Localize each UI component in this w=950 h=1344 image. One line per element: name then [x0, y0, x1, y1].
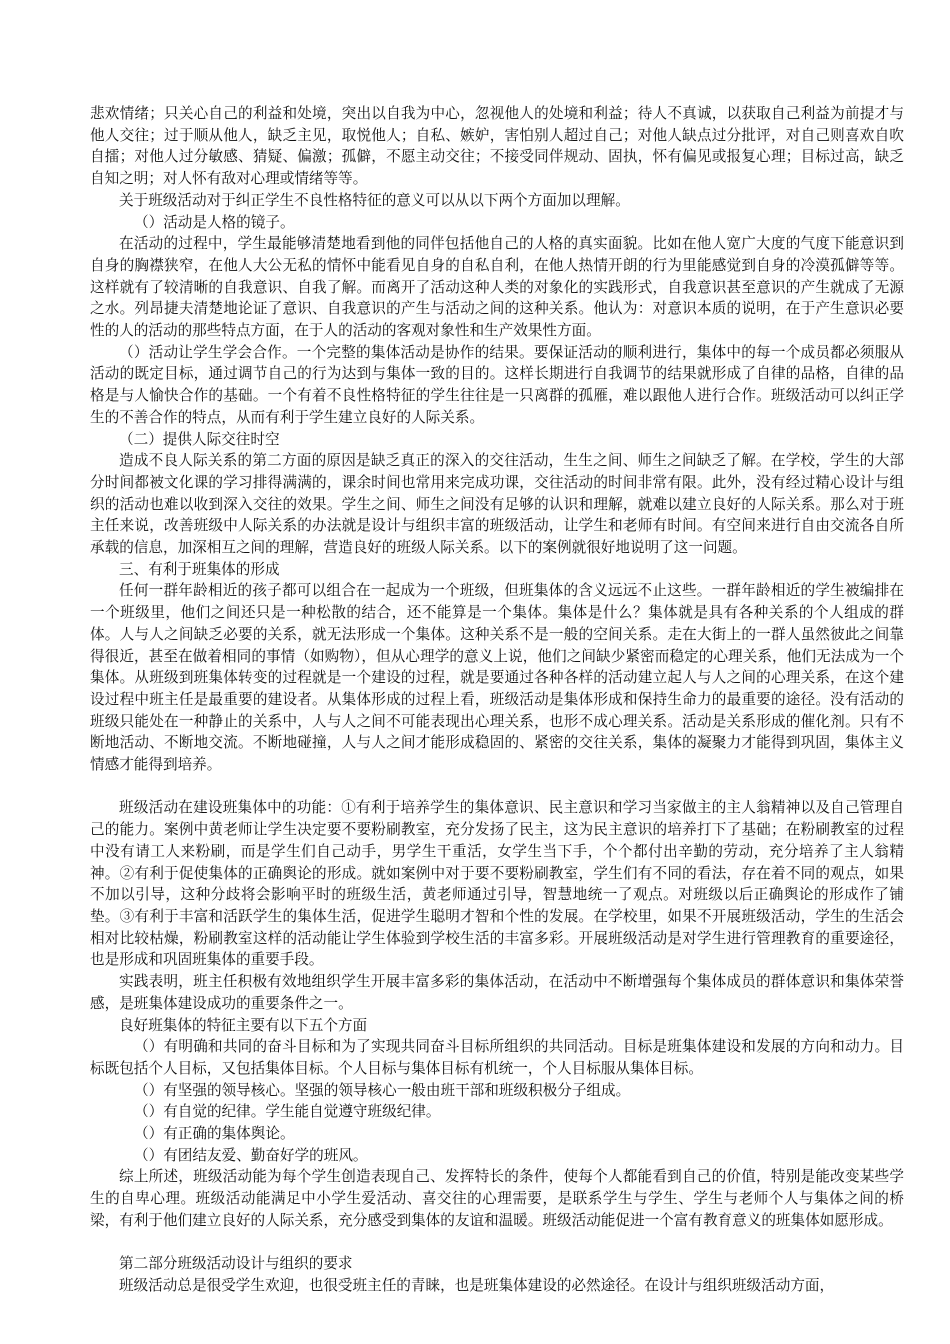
- list-item-public-opinion: （）有正确的集体舆论。: [134, 1125, 295, 1143]
- section-heading-class-collective: 三、有利于班集体的形成: [119, 560, 280, 578]
- list-item-leadership-core: （）有坚强的领导核心。坚强的领导核心一般由班干部和班级积极分子组成。: [134, 1081, 631, 1099]
- document-body: [90, 103, 904, 1297]
- paragraph-activity-mirror: 在活动的过程中，学生最能够清楚地看到他的同伴包括他自己的人格的真实面貌。比如在他人宽广大度的气度下能意识到自身的胸襟狭窄，在他人大公无私的情怀中能看见自身的自私自利，在他人热情开朗的行为里能感觉到自身的冷漠孤僻等等。这样就有了较清晰的自我意识、自我了解。而离开了活动这种人类的对象化的实践形式，自我意识甚至意识的产生就成了无源之水。列昂捷夫清楚地论证了意识、自我意识的产生与活动之间的这种关系。他认为：对意识本质的说明，在于产生意识必要性的人的活动的那些特点方面，在于人的活动的客观对象性和生产效果性方面。: [90, 235, 904, 340]
- paragraph-practice-shows: 实践表明，班主任积极有效地组织学生开展丰富多彩的集体活动，在活动中不断增强每个集体成员的群体意识和集体荣誉感，是班集体建设成功的重要条件之一。: [90, 973, 904, 1012]
- list-item-common-goals: （）有明确和共同的奋斗目标和为了实现共同奋斗目标所组织的共同活动。目标是班集体建设和发展的方向和动力。目标既包括个人目标，又包括集体目标。个人目标与集体目标有机统一，个人目标服从集体目标。: [90, 1038, 904, 1077]
- list-item-discipline: （）有自觉的纪律。学生能自觉遵守班级纪律。: [134, 1103, 441, 1121]
- blank-line: [90, 1232, 904, 1254]
- paragraph-learn-cooperation: （）活动让学生学会合作。一个完整的集体活动是协作的结果。要保证活动的顺利进行，集体中的每一个成员都必须服从活动的既定目标，通过调节自己的行为达到与集体一致的目的。这样长期进行自我调节的结果就形成了自律的品格，自律的品格是与人愉快合作的基础。一个有着不良性格特征的学生往往是一只离群的孤雁，难以跟他人进行合作。班级活动可以纠正学生的不善合作的特点，从而有利于学生建立良好的人际关系。: [90, 343, 904, 426]
- section-heading-part-two: 第二部分班级活动设计与组织的要求: [119, 1255, 353, 1273]
- paragraph-interaction-space: 造成不良人际关系的第二方面的原因是缺乏真正的深入的交往活动，生生之间、师生之间缺乏了解。在学校，学生的大部分时间都被文化课的学习排得满满的，课余时间也常用来完成功课，交往活动的时间非常有限。此外，没有经过精心设计与组织的活动也难以收到深入交往的效果。学生之间、师生之间没有足够的认识和理解，就难以建立良好的人际关系。那么对于班主任来说，改善班级中人际关系的办法就是设计与组织丰富的班级活动，让学生和老师有时间。有空间来进行自由交流各自所承载的信息，加深相互之间的理解，营造良好的班级人际关系。以下的案例就很好地说明了这一问题。: [90, 452, 904, 557]
- blank-line: [90, 776, 904, 798]
- subheading-good-collective: 良好班集体的特征主要有以下五个方面: [119, 1016, 368, 1034]
- paragraph-intro-two-aspects: 关于班级活动对于纠正学生不良性格特征的意义可以从以下两个方面加以理解。: [119, 191, 630, 209]
- paragraph-activity-functions: 班级活动在建设班集体中的功能：①有利于培养学生的集体意识、民主意识和学习当家做主的主人翁精神以及自己管理自己的能力。案例中黄老师让学生决定要不要粉刷教室，充分发扬了民主，这为民主意识的培养打下了基础；在粉刷教室的过程中没有请工人来粉刷，而是学生们自己动手，男学生干重活，女学生当下手，个个都付出辛勤的劳动，充分培养了主人翁精神。②有利于促使集体的正确舆论的形成。就如案例中对于要不要粉刷教室，学生们有不同的看法，存在着不同的观点，如果不加以引导，这种分歧将会影响平时的班级生活，黄老师通过引导，智慧地统一了观点。对班级以后正确舆论的形成作了铺垫。③有利于丰富和活跃学生的集体生活，促进学生聪明才智和个性的发展。在学校里，如果不开展班级活动，学生的生活会相对比较枯燥，粉刷教室这样的活动能让学生体验到学校生活的丰富多彩。开展班级活动是对学生进行管理教育的重要途径，也是形成和巩固班集体的重要手段。: [90, 799, 904, 969]
- paragraph-class-collective: 任何一群年龄相近的孩子都可以组合在一起成为一个班级，但班集体的含义远远不止这些。一群年龄相近的学生被编排在一个班级里，他们之间还只是一种松散的结合，还不能算是一个集体。集体是什么？集体就是具有各种关系的个人组成的群体。人与人之间缺乏必要的关系，就无法形成一个集体。这种关系不是一般的空间关系。走在大街上的一群人虽然彼此之间靠得很近，甚至在做着相同的事情（如购物），但从心理学的意义上说，他们之间缺少紧密而稳定的心理关系，他们无法成为一个集体。从班级到班集体转变的过程就是一个建设的过程，就是要通过各种各样的活动建立起人与人之间的心理关系，在这个建设过程中班主任是最重要的建设者。从集体形成的过程上看，班级活动是集体形成和保持生命力的最重要的途径。没有活动的班级只能处在一种静止的关系中，人与人之间不可能表现出心理关系，也形不成心理关系。活动是关系形成的催化剂。只有不断地活动、不断地交流。不断地碰撞，人与人之间才能形成稳固的、紧密的交往关系，集体的凝聚力才能得到巩固，集体主义情感才能得到培养。: [90, 582, 904, 774]
- paragraph-negative-traits: 悲欢情绪；只关心自己的利益和处境，突出以自我为中心，忽视他人的处境和利益；待人不真诚，以获取自己利益为前提才与他人交往；过于顺从他人，缺乏主见，取悦他人；自私、嫉妒，害怕别人超过自己；对他人缺点过分批评，对自己则喜欢自吹自擂；对他人过分敏感、猜疑、偏激；孤僻，不愿主动交往；不接受同伴规动、固执，怀有偏见或报复心理；目标过高，缺乏自知之明；对人怀有敌对心理或情绪等等。: [90, 105, 904, 188]
- paragraph-summary: 综上所述，班级活动能为每个学生创造表现自己、发挥特长的条件，使每个人都能看到自己的价值，特别是能改变某些学生的自卑心理。班级活动能满足中小学生爱活动、喜交往的心理需要，是联系学生与学生、学生与老师个人与集体之间的桥梁，有利于他们建立良好的人际关系，充分感受到集体的友谊和温暖。班级活动能促进一个富有教育意义的班集体如愿形成。: [90, 1168, 904, 1229]
- subheading-interaction-space: （二）提供人际交往时空: [119, 430, 280, 448]
- paragraph-part-two-intro: 班级活动总是很受学生欢迎，也很受班主任的青睐，也是班集体建设的必然途径。在设计与组织班级活动方面，: [119, 1276, 835, 1294]
- subheading-activity-mirror: （）活动是人格的镜子。: [134, 213, 295, 231]
- list-item-class-atmosphere: （）有团结友爱、勤奋好学的班风。: [134, 1146, 368, 1164]
